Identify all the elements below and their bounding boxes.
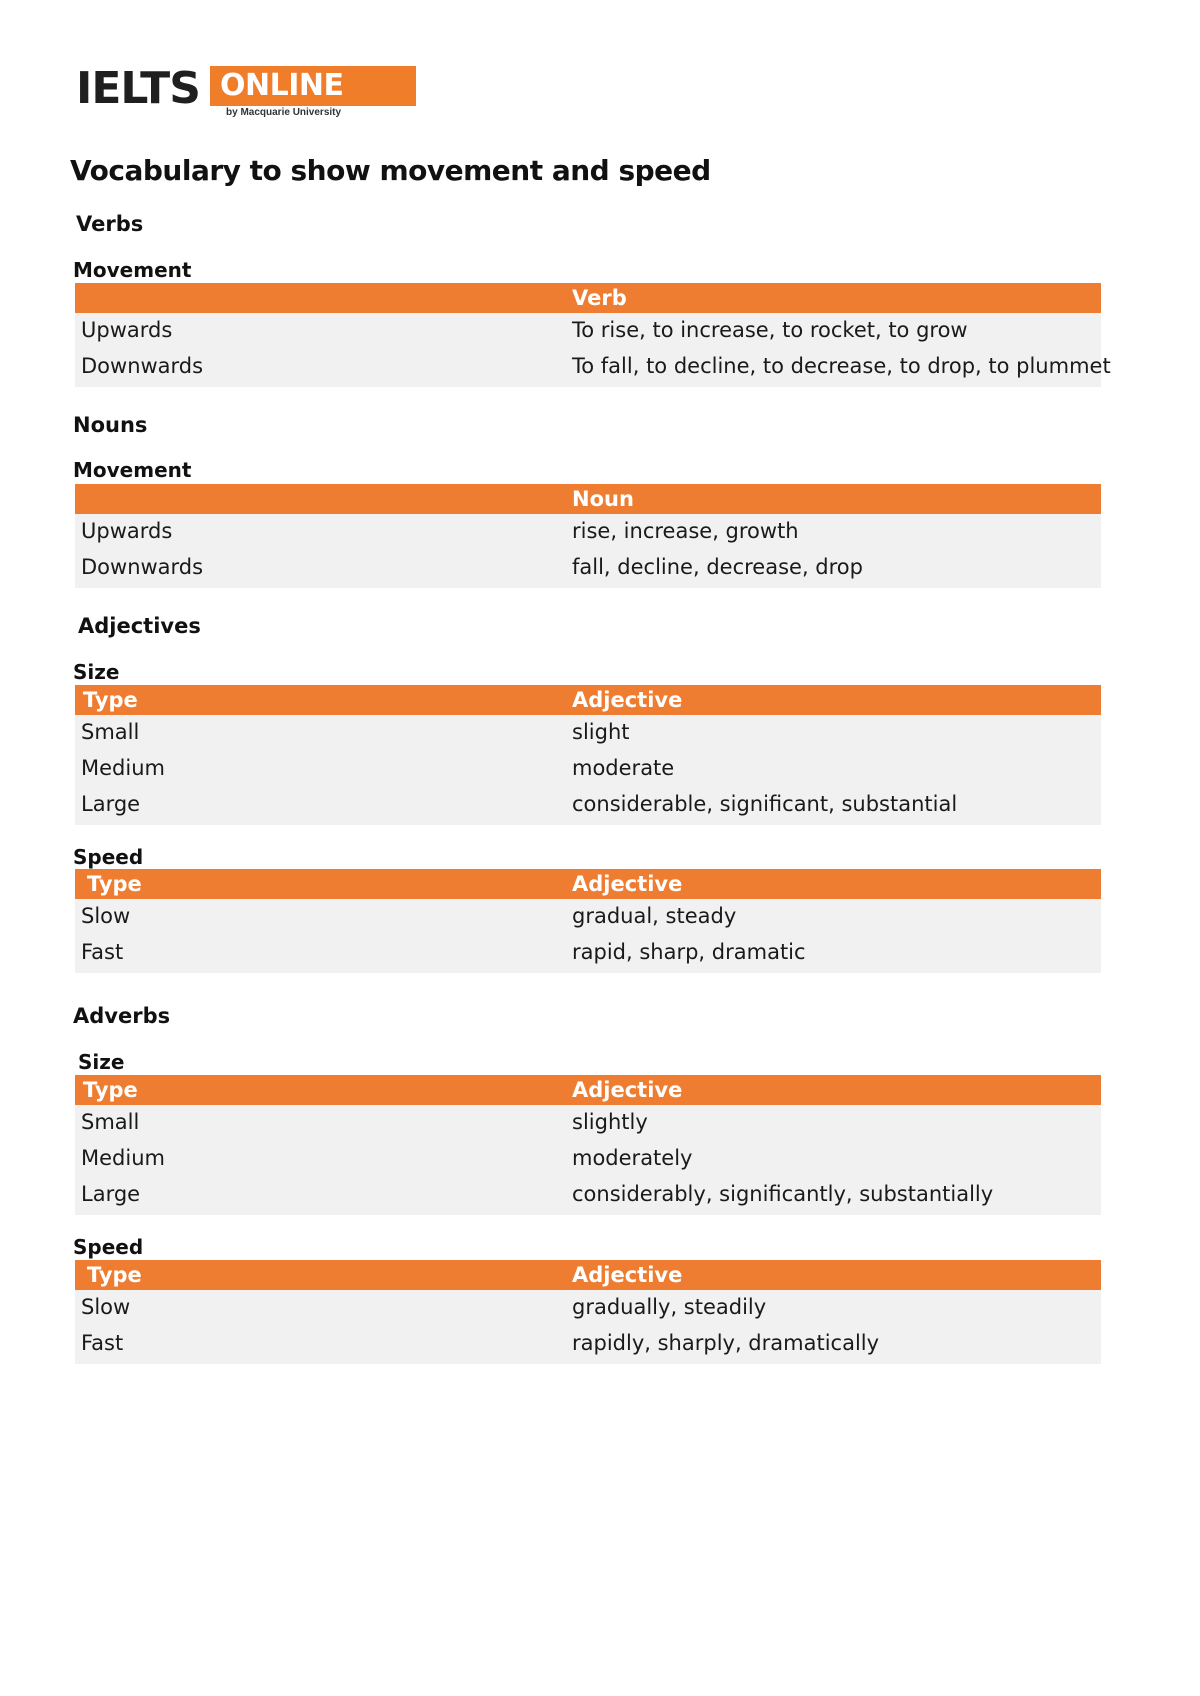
row-type: Fast: [81, 1331, 124, 1355]
table-adverbs-speed: [75, 1260, 1101, 1364]
subheading-nouns-movement: Movement: [73, 458, 192, 482]
table-adjectives-speed: [75, 869, 1101, 973]
table-row: [75, 899, 1101, 935]
header-cell-2: Adjective: [572, 1078, 683, 1102]
header-cell-2: Adjective: [572, 1263, 683, 1287]
table-header: [75, 283, 1101, 313]
table-verbs-movement: [75, 283, 1111, 387]
section-heading-adjectives: Adjectives: [78, 614, 201, 638]
row-type: Medium: [81, 1146, 165, 1170]
row-type: Upwards: [81, 519, 173, 543]
row-value: To fall, to decline, to decrease, to drop, to plummet: [572, 354, 1111, 378]
table-nouns-movement: [75, 484, 1101, 588]
logo-ielts-text: IELTS: [76, 63, 200, 114]
row-value: rapid, sharp, dramatic: [572, 940, 806, 964]
table-row: [75, 1326, 1101, 1362]
subheading-adjectives-speed: Speed: [73, 845, 144, 869]
row-type: Large: [81, 792, 141, 816]
table-body: [75, 715, 1101, 825]
subheading-verbs-movement: Movement: [73, 258, 192, 282]
row-value: rise, increase, growth: [572, 519, 799, 543]
header-cell-2: Adjective: [572, 688, 683, 712]
table-adverbs-size: [75, 1075, 1101, 1215]
table-body: [75, 514, 1101, 588]
table-row: [75, 787, 1101, 823]
table-header: [75, 1260, 1101, 1290]
row-type: Slow: [81, 1295, 131, 1319]
header-cell-1: Type: [83, 1078, 138, 1102]
row-value: moderate: [572, 756, 675, 780]
subheading-adverbs-speed: Speed: [73, 1235, 144, 1259]
row-value: To rise, to increase, to rocket, to grow: [572, 318, 968, 342]
table-row: [75, 751, 1101, 787]
row-type: Downwards: [81, 555, 204, 579]
table-row: [75, 715, 1101, 751]
table-header: [75, 685, 1101, 715]
logo-online-text: ONLINE: [220, 68, 344, 103]
subheading-adjectives-size: Size: [73, 660, 120, 684]
row-value: considerable, significant, substantial: [572, 792, 958, 816]
table-row: [75, 1105, 1101, 1141]
table-header: [75, 1075, 1101, 1105]
table-adjectives-size: [75, 685, 1101, 825]
row-value: gradually, steadily: [572, 1295, 767, 1319]
row-type: Slow: [81, 904, 131, 928]
subheading-adverbs-size: Size: [78, 1050, 125, 1074]
row-type: Large: [81, 1182, 141, 1206]
row-value: rapidly, sharply, dramatically: [572, 1331, 880, 1355]
table-header: [75, 869, 1101, 899]
header-cell-2: Noun: [572, 487, 634, 511]
row-type: Upwards: [81, 318, 173, 342]
header-cell-2: Verb: [572, 286, 627, 310]
table-body: [75, 1290, 1101, 1364]
row-type: Small: [81, 1110, 140, 1134]
row-value: gradual, steady: [572, 904, 737, 928]
table-row: [75, 935, 1101, 971]
table-row: [75, 1141, 1101, 1177]
row-value: fall, decline, decrease, drop: [572, 555, 863, 579]
table-body: [75, 899, 1101, 973]
page-title: Vocabulary to show movement and speed: [70, 154, 711, 187]
table-body: [75, 313, 1111, 387]
header-cell-1: Type: [87, 1263, 142, 1287]
table-row: [75, 514, 1101, 550]
header-cell-1: Type: [83, 688, 138, 712]
header-cell-1: Type: [87, 872, 142, 896]
row-value: slight: [572, 720, 630, 744]
logo-byline: by Macquarie University: [226, 107, 342, 118]
row-value: slightly: [572, 1110, 648, 1134]
row-type: Medium: [81, 756, 165, 780]
row-type: Downwards: [81, 354, 204, 378]
table-row: [75, 550, 1101, 586]
table-body: [75, 1105, 1101, 1215]
header-cell-2: Adjective: [572, 872, 683, 896]
logo-online-box: [210, 66, 416, 106]
section-heading-nouns: Nouns: [73, 413, 148, 437]
section-heading-adverbs: Adverbs: [73, 1004, 171, 1028]
table-row: [75, 1177, 1101, 1213]
row-type: Fast: [81, 940, 124, 964]
row-value: moderately: [572, 1146, 693, 1170]
row-type: Small: [81, 720, 140, 744]
table-header: [75, 484, 1101, 514]
row-value: considerably, significantly, substantially: [572, 1182, 994, 1206]
table-row: [75, 313, 1101, 349]
table-row: [75, 349, 1111, 385]
table-row: [75, 1290, 1101, 1326]
section-heading-verbs: Verbs: [76, 212, 144, 236]
